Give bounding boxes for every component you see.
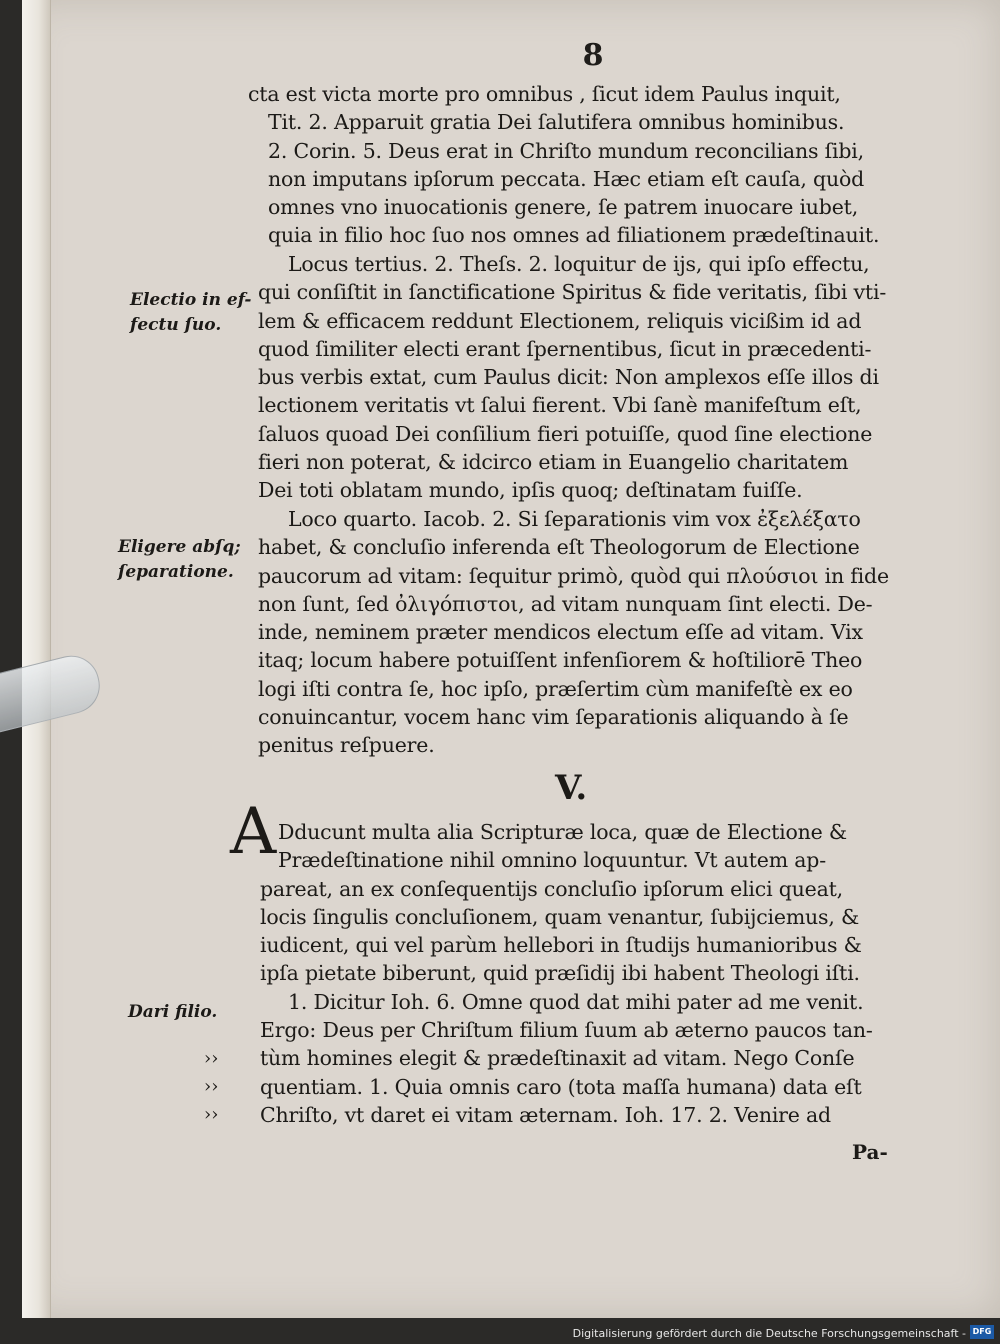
paragraph-4-continued	[248, 875, 908, 1130]
text-line: itaq; locum habere potuiſſent infenſiorem & hoſtiliorē Theo	[258, 648, 863, 673]
text-line: inde, neminem præter mendicos electum eſſe ad vitam. Vix	[258, 620, 863, 645]
text-line: 1. Dicitur Ioh. 6. Omne quod dat mihi pater ad me venit.	[288, 989, 864, 1014]
text-line: locis ſingulis concluſionem, quam venantur, ſubijciemus, &	[260, 904, 860, 929]
text-line: paucorum ad vitam: ſequitur primò, quòd qui πλούσιοι in fide	[258, 563, 889, 588]
text-line: 2. Corin. 5. Deus erat in Chriſto mundum reconcilians ſibi,	[268, 138, 864, 163]
text-line: quod ſimiliter electi erant ſpernentibus, ſicut in præcedenti-	[258, 336, 872, 361]
margin-note-line: fectu ſuo.	[130, 315, 222, 335]
text-line: omnes vno inuocationis genere, ſe patrem inuocare iubet,	[268, 195, 859, 220]
margin-note-dari: Dari filio.	[128, 1002, 218, 1022]
text-line: Loco quarto. Iacob. 2. Si ſeparationis vim vox ἐξελέξατο	[288, 507, 861, 531]
text-line: Prædeſtinatione nihil omnino loquuntur. Vt autem ap-	[278, 848, 826, 873]
margin-note-eligere	[118, 535, 241, 585]
dfg-logo-icon: DFG	[970, 1325, 994, 1339]
page-number: 8	[582, 38, 604, 73]
section-heading: V.	[555, 768, 588, 808]
text-line: iudicent, qui vel parùm hellebori in ſtudijs humanioribus &	[260, 933, 862, 958]
text-line: Locus tertius. 2. Theſs. 2. loquitur de ijs, qui ipſo effectu,	[288, 252, 870, 276]
quote-mark: ››	[204, 1076, 219, 1097]
text-line: penitus reſpuere.	[258, 733, 435, 758]
text-line: tùm homines elegit & prædeſtinaxit ad vitam. Nego Conſe	[260, 1046, 855, 1071]
text-line: fieri non poterat, & idcirco etiam in Euangelio charitatem	[258, 450, 849, 475]
paragraph-2	[248, 250, 908, 505]
text-line: bus verbis extat, cum Paulus dicit: Non amplexos eſſe illos di	[258, 365, 879, 390]
text-line: conuincantur, vocem hanc vim ſeparationis aliquando à ſe	[258, 705, 849, 730]
margin-note-electio	[130, 288, 251, 338]
footer-credit: Digitalisierung gefördert durch die Deutsche Forschungsgemeinschaft -	[572, 1327, 966, 1340]
text-line: quentiam. 1. Quia omnis caro (tota maſſa humana) data eſt	[260, 1074, 862, 1099]
paragraph-3	[248, 505, 908, 760]
text-line: ſaluos quoad Dei conſilium fieri potuiſſe, quod ſine electione	[258, 421, 873, 446]
text-line: Dei toti oblatam mundo, ipſis quoq; deſtinatam fuiſſe.	[258, 478, 803, 503]
text-line: habet, & concluſio inferenda eſt Theologorum de Electione	[258, 535, 860, 560]
catchword: Pa-	[852, 1140, 888, 1164]
text-line: non imputans ipſorum peccata. Hæc etiam eſt cauſa, quòd	[268, 166, 865, 191]
text-line: Dducunt multa alia Scripturæ loca, quæ de Electione &	[278, 820, 847, 844]
quote-mark: ››	[204, 1048, 219, 1069]
text-line: lectionem veritatis vt ſalui fierent. Vbi ſanè manifeſtum eſt,	[258, 393, 862, 418]
margin-note-line: Electio in ef-	[130, 290, 252, 310]
paragraph-4	[278, 818, 908, 875]
text-line: qui conſiſtit in ſanctificatione Spiritus & fide veritatis, ſibi vti-	[258, 280, 887, 305]
text-line: Tit. 2. Apparuit gratia Dei ſalutifera omnibus hominibus.	[268, 110, 845, 135]
text-line: Chriſto, vt daret ei vitam æternam. Ioh. 17. 2. Venire ad	[260, 1102, 831, 1127]
drop-cap: A	[230, 795, 277, 869]
text-line: lem & efficacem reddunt Electionem, reliquis vicißim id ad	[258, 308, 862, 333]
margin-note-line: Eligere abſq;	[118, 537, 241, 557]
text-line: cta est victa morte pro omnibus , ſicut idem Paulus inquit,	[248, 82, 841, 106]
margin-note-line: ſeparatione.	[118, 562, 234, 582]
paragraph-1	[248, 80, 908, 250]
text-line: non ſunt, ſed ὀλιγόπιστοι, ad vitam nunquam ſint electi. De-	[258, 591, 873, 616]
text-line: ipſa pietate biberunt, quid præſidij ibi habent Theologi iſti.	[260, 961, 860, 986]
quote-mark: ››	[204, 1104, 219, 1125]
binding-strip	[22, 0, 51, 1318]
text-line: quia in filio hoc ſuo nos omnes ad filiationem prædeſtinauit.	[268, 223, 880, 248]
text-line: pareat, an ex conſequentijs concluſio ipſorum elici queat,	[260, 876, 843, 901]
text-line: logi iſti contra ſe, hoc ipſo, præſertim cùm manifeſtè ex eo	[258, 676, 853, 701]
text-line: Ergo: Deus per Chriſtum filium ſuum ab æterno paucos tan-	[260, 1018, 873, 1043]
